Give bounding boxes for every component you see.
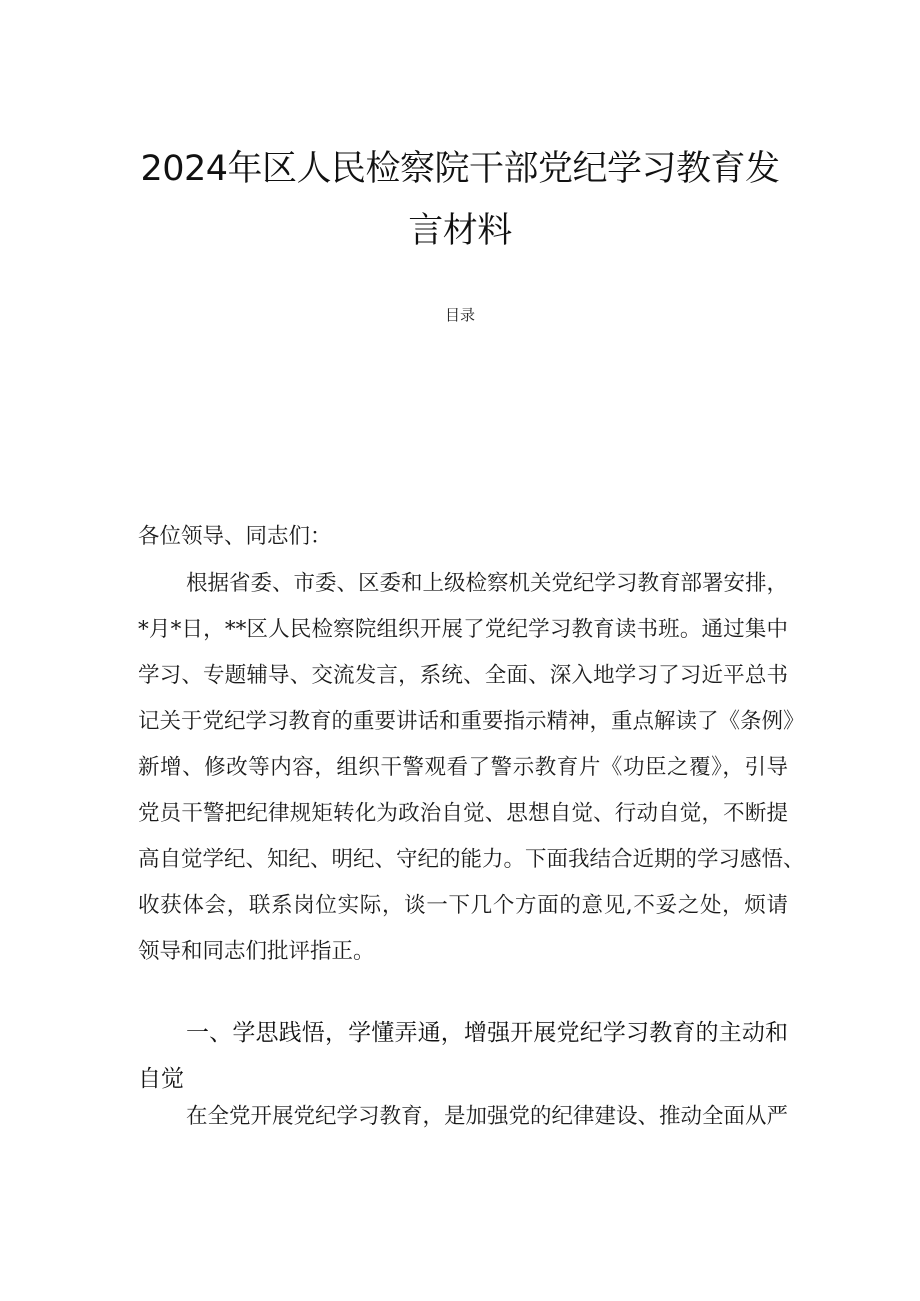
paragraph-line: 记关于党纪学习教育的重要讲话和重要指示精神，重点解读了《条例》 — [138, 709, 805, 734]
toc-label: 目录 — [444, 306, 475, 324]
title-line-2: 言材料 — [408, 211, 512, 251]
paragraph-line: 在全党开展党纪学习教育，是加强党的纪律建设、推动全面从严 — [186, 1104, 789, 1129]
salutation-line: 各位领导、同志们： — [138, 524, 332, 549]
paragraph-line: 高自觉学纪、知纪、明纪、守纪的能力。下面我结合近期的学习感悟、 — [138, 847, 805, 872]
paragraph-1 — [138, 561, 805, 975]
paragraph-line: 新增、修改等内容，组织干警观看了警示教育片《功臣之覆》，引导 — [138, 755, 788, 780]
paragraph-line: 根据省委、市委、区委和上级检察机关党纪学习教育部署安排， — [186, 571, 789, 596]
document-title — [110, 138, 810, 262]
paragraph-line: 党员干警把纪律规矩转化为政治自觉、思想自觉、行动自觉，不断提 — [138, 801, 788, 826]
salutation — [138, 514, 788, 560]
paragraph-2 — [138, 1094, 788, 1140]
heading-line: 一、学思践悟，学懂弄通，增强开展党纪学习教育的主动和 — [186, 1020, 788, 1046]
paragraph-line: 收获体会，联系岗位实际，谈一下几个方面的意见,不妥之处，烦请 — [138, 893, 788, 918]
paragraph-line: 学习、专题辅导、交流发言，系统、全面、深入地学习了习近平总书 — [138, 663, 788, 688]
paragraph-line: *月*日，**区人民检察院组织开展了党纪学习教育读书班。通过集中 — [138, 617, 788, 642]
section-heading-1 — [138, 1010, 788, 1102]
heading-line: 自觉 — [138, 1066, 184, 1092]
paragraph-line: 领导和同志们批评指正。 — [138, 939, 375, 964]
title-line-1: 2024年区人民检察院干部党纪学习教育发 — [140, 149, 780, 189]
